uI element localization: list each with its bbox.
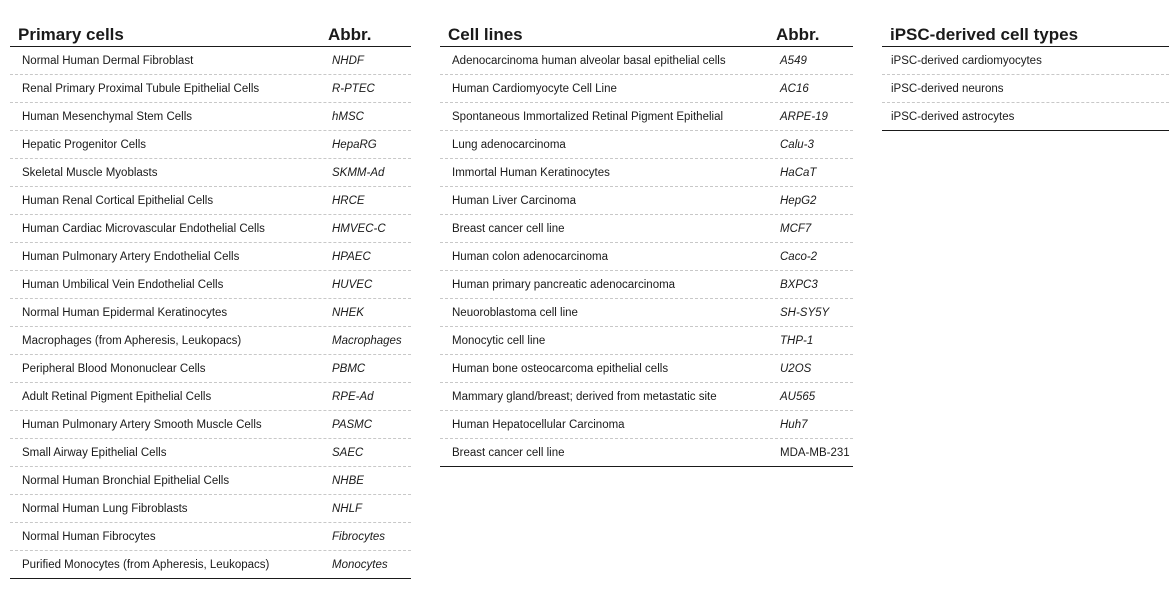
cell-abbr: NHLF [332, 502, 363, 515]
table-row [440, 243, 853, 271]
cell-name: Immortal Human Keratinocytes [452, 166, 610, 179]
cell-name: Renal Primary Proximal Tubule Epithelial Cells [22, 82, 260, 95]
table-row [10, 47, 411, 75]
table-row [10, 383, 411, 411]
cell-lines-abbr-heading: Abbr. [776, 25, 820, 44]
cell-abbr: AU565 [780, 390, 816, 403]
table-row [440, 47, 853, 75]
table-row [10, 187, 411, 215]
table-row [440, 75, 853, 103]
primary-cells-header [10, 20, 411, 47]
cell-name: Normal Human Bronchial Epithelial Cells [22, 474, 230, 487]
table-row [440, 271, 853, 299]
table-row [440, 299, 853, 327]
ipsc-title: iPSC-derived cell types [890, 25, 1079, 44]
primary-cells-rows [10, 47, 411, 579]
cell-abbr: NHBE [332, 474, 364, 487]
cell-name: Normal Human Lung Fibroblasts [22, 502, 188, 515]
cell-name: Human Cardiac Microvascular Endothelial Cells [22, 222, 265, 235]
cell-name: Human Mesenchymal Stem Cells [22, 110, 193, 123]
table-row [440, 187, 853, 215]
cell-abbr: BXPC3 [780, 278, 818, 291]
cell-name: Peripheral Blood Mononuclear Cells [22, 362, 206, 375]
cell-abbr: MDA-MB-231 [780, 446, 850, 459]
cell-name: Human Hepatocellular Carcinoma [452, 418, 625, 431]
table-row [10, 131, 411, 159]
cell-abbr: Macrophages [332, 334, 402, 347]
table-row [440, 355, 853, 383]
table-row [440, 439, 853, 467]
table-row [440, 131, 853, 159]
cell-abbr: HRCE [332, 194, 365, 207]
table-row [10, 467, 411, 495]
cell-abbr: PBMC [332, 362, 366, 375]
table-row [10, 523, 411, 551]
cell-name: Adult Retinal Pigment Epithelial Cells [22, 390, 212, 403]
cell-name: Human Cardiomyocyte Cell Line [452, 82, 617, 95]
cell-abbr: SH-SY5Y [780, 306, 830, 319]
cell-lines-header [440, 20, 853, 47]
table-row [440, 103, 853, 131]
cell-abbr: NHEK [332, 306, 364, 319]
primary-cells-title: Primary cells [18, 25, 124, 44]
cell-abbr: NHDF [332, 54, 364, 67]
table-row [10, 271, 411, 299]
table-row [10, 495, 411, 523]
cell-name: iPSC-derived cardiomyocytes [891, 54, 1042, 67]
table-row [882, 75, 1169, 103]
cell-abbr: ARPE-19 [780, 110, 828, 123]
cell-name: Adenocarcinoma human alveolar basal epithelial cells [452, 54, 726, 67]
cell-name: Purified Monocytes (from Apheresis, Leukopacs) [22, 558, 270, 571]
table-row [10, 439, 411, 467]
cell-abbr: HepaRG [332, 138, 377, 151]
table-row [10, 327, 411, 355]
cell-abbr: AC16 [780, 82, 809, 95]
cell-abbr: MCF7 [780, 222, 812, 235]
cell-name: Human colon adenocarcinoma [452, 250, 608, 263]
table-row [10, 551, 411, 579]
cell-lines-rows [440, 47, 853, 467]
cell-name: Normal Human Fibrocytes [22, 530, 156, 543]
cell-lines-title: Cell lines [448, 25, 523, 44]
cell-abbr: RPE-Ad [332, 390, 374, 403]
cell-abbr: U2OS [780, 362, 812, 375]
cell-name: Spontaneous Immortalized Retinal Pigment Epithelial [452, 110, 724, 123]
table-row [10, 411, 411, 439]
cell-name: Human Pulmonary Artery Endothelial Cells [22, 250, 240, 263]
cell-name: Mammary gland/breast; derived from metastatic site [452, 390, 717, 403]
cell-name: iPSC-derived neurons [891, 82, 1004, 95]
cell-name: Skeletal Muscle Myoblasts [22, 166, 158, 179]
cell-abbr: Fibrocytes [332, 530, 386, 543]
primary-cells-table [10, 20, 411, 579]
table-row [440, 327, 853, 355]
cell-abbr: Monocytes [332, 558, 388, 571]
table-row [440, 383, 853, 411]
ipsc-rows [882, 47, 1169, 131]
cell-name: Human Pulmonary Artery Smooth Muscle Cells [22, 418, 262, 431]
cell-name: Small Airway Epithelial Cells [22, 446, 167, 459]
table-row [882, 47, 1169, 75]
table-row [10, 355, 411, 383]
cell-name: Lung adenocarcinoma [452, 138, 566, 151]
cell-abbr: HUVEC [332, 278, 373, 291]
cell-abbr: Calu-3 [780, 138, 814, 151]
cell-name: iPSC-derived astrocytes [891, 110, 1015, 123]
cell-name: Monocytic cell line [452, 334, 546, 347]
cell-name: Breast cancer cell line [452, 446, 565, 459]
cell-abbr: hMSC [332, 110, 364, 123]
cell-name: Human primary pancreatic adenocarcinoma [452, 278, 676, 291]
cell-name: Human Renal Cortical Epithelial Cells [22, 194, 214, 207]
table-row [10, 159, 411, 187]
cell-name: Human bone osteocarcoma epithelial cells [452, 362, 669, 375]
table-row [10, 103, 411, 131]
table-row [10, 243, 411, 271]
cell-abbr: PASMC [332, 418, 373, 431]
ipsc-header [882, 20, 1169, 47]
cell-abbr: SAEC [332, 446, 364, 459]
cell-name: Macrophages (from Apheresis, Leukopacs) [22, 334, 242, 347]
cell-name: Hepatic Progenitor Cells [22, 138, 147, 151]
cell-name: Human Umbilical Vein Endothelial Cells [22, 278, 224, 291]
cell-name: Normal Human Dermal Fibroblast [22, 54, 194, 67]
primary-cells-abbr-heading: Abbr. [328, 25, 372, 44]
cell-abbr: A549 [780, 54, 807, 67]
cell-name: Breast cancer cell line [452, 222, 565, 235]
cell-name: Human Liver Carcinoma [452, 194, 576, 207]
cell-abbr: SKMM-Ad [332, 166, 385, 179]
cell-abbr: THP-1 [780, 334, 814, 347]
cell-name: Neuoroblastoma cell line [452, 306, 578, 319]
cell-abbr: Huh7 [780, 418, 808, 431]
cell-abbr: HPAEC [332, 250, 371, 263]
table-row [10, 75, 411, 103]
cell-abbr: R-PTEC [332, 82, 375, 95]
table-row [440, 159, 853, 187]
cell-abbr: HMVEC-C [332, 222, 386, 235]
cell-abbr: HaCaT [780, 166, 817, 179]
table-row [10, 299, 411, 327]
ipsc-table [882, 20, 1169, 131]
cell-abbr: Caco-2 [780, 250, 818, 263]
cell-abbr: HepG2 [780, 194, 817, 207]
table-row [440, 215, 853, 243]
table-row [440, 411, 853, 439]
table-row [882, 103, 1169, 131]
cell-lines-table [440, 20, 853, 467]
table-row [10, 215, 411, 243]
cell-name: Normal Human Epidermal Keratinocytes [22, 306, 228, 319]
